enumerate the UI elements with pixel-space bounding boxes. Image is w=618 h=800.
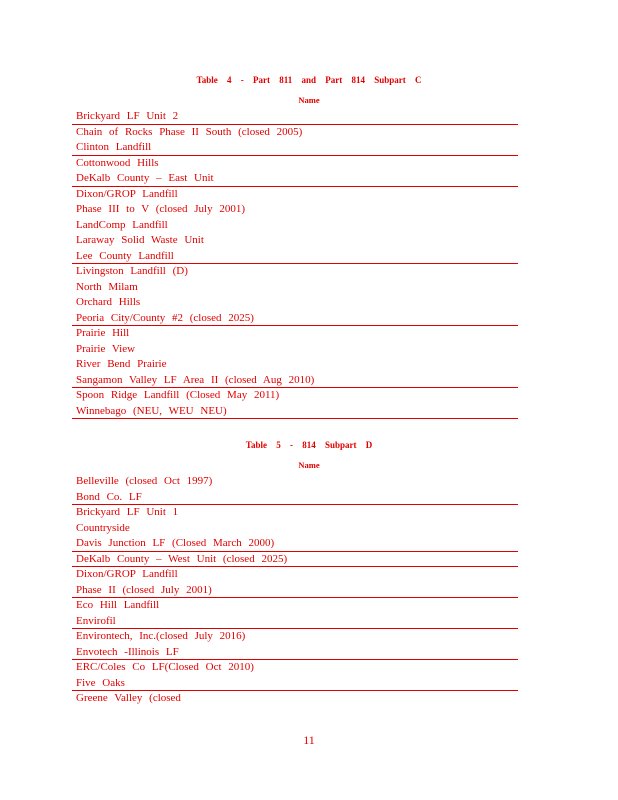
table-row: Sangamon Valley LF Area II (closed Aug 2010)	[72, 373, 518, 389]
table-5	[72, 474, 518, 707]
table-row: Orchard Hills	[76, 296, 141, 308]
table-row: Livingston Landfill (D)	[76, 265, 188, 277]
table-row: Belleville (closed Oct 1997)	[76, 475, 213, 487]
table-row: North Milam	[76, 280, 138, 293]
page-number: 11	[303, 733, 315, 747]
table-row: DeKalb County – East Unit	[72, 171, 518, 187]
table-5-column-header: Name	[298, 460, 320, 470]
table-row: Peoria City/County #2 (closed 2025)	[72, 311, 518, 327]
table-row: Brickyard LF Unit 1	[76, 506, 179, 518]
table-row: Envotech -Illinois LF	[72, 645, 518, 661]
table-row: Bond Co. LF	[72, 490, 518, 506]
table-row: Environtech, Inc.(closed July 2016)	[76, 630, 246, 642]
table-row: Cottonwood Hills	[76, 156, 159, 169]
table-row: Greene Valley (closed	[76, 692, 181, 704]
table-row: River Bend Prairie	[76, 358, 167, 370]
table-row: LandComp Landfill	[76, 218, 168, 231]
table-row: Dixon/GROP Landfill	[76, 568, 178, 580]
table-row: Phase II (closed July 2001)	[72, 583, 518, 599]
table-row: Spoon Ridge Landfill (Closed May 2011)	[76, 389, 280, 401]
table-row: Prairie View	[76, 342, 136, 355]
table-row: Lee County Landfill	[72, 249, 518, 265]
table-row: Prairie Hill	[76, 327, 130, 339]
table-4-caption: Table 4 - Part 811 and Part 814 Subpart C	[196, 75, 422, 85]
table-5-caption: Table 5 - 814 Subpart D	[245, 440, 373, 450]
table-row: Five Oaks	[72, 676, 518, 692]
table-row: Davis Junction LF (Closed March 2000)	[72, 536, 518, 552]
table-4	[72, 109, 518, 419]
table-row: Countryside	[76, 521, 130, 534]
table-row: DeKalb County – West Unit (closed 2025)	[72, 552, 518, 568]
table-4-column-header: Name	[298, 95, 320, 105]
table-row: Winnebago (NEU, WEU NEU)	[72, 404, 518, 420]
table-row: Phase III to V (closed July 2001)	[76, 203, 246, 215]
table-row: Envirofil	[72, 614, 518, 630]
table-row: Dixon/GROP Landfill	[76, 187, 178, 200]
table-row: Laraway Solid Waste Unit	[76, 234, 204, 246]
table-row: Brickyard LF Unit 2	[72, 109, 518, 125]
table-row: Clinton Landfill	[72, 140, 518, 156]
table-row: ERC/Coles Co LF(Closed Oct 2010)	[76, 661, 254, 673]
table-row: Chain of Rocks Phase II South (closed 2005)	[76, 125, 303, 138]
table-row: Eco Hill Landfill	[76, 599, 160, 611]
